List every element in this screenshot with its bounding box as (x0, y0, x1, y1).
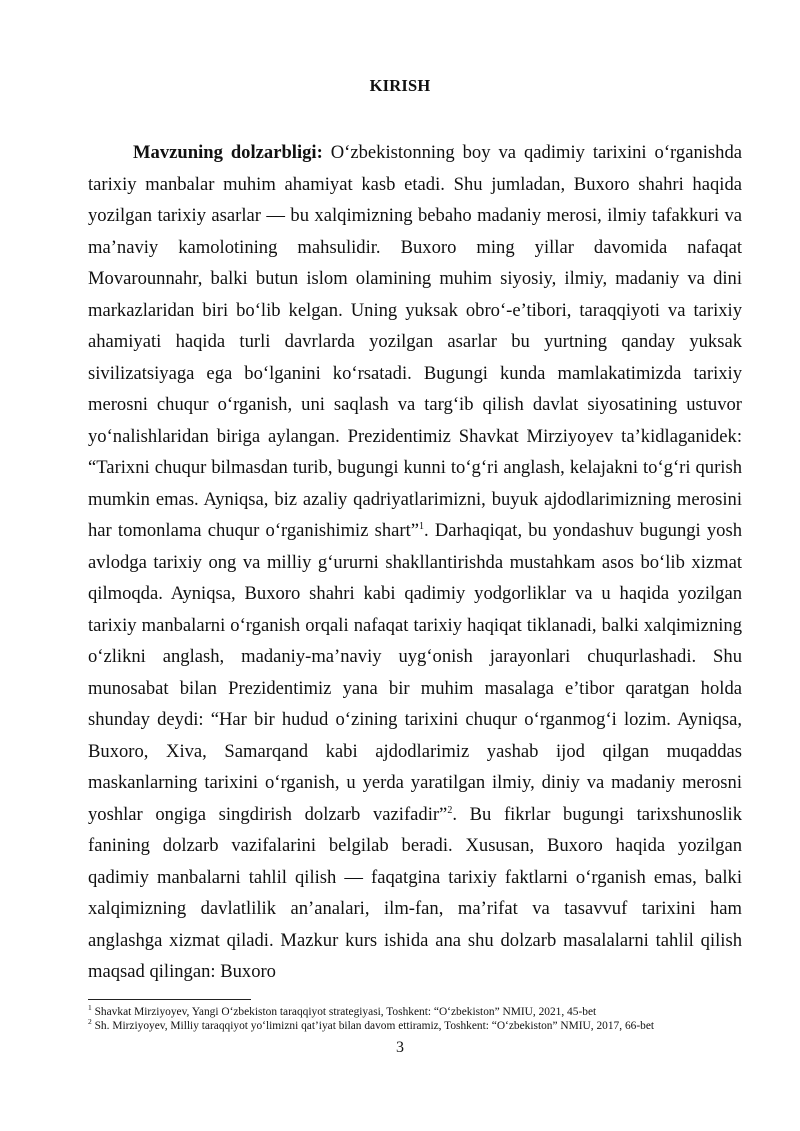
page-title: KIRISH (369, 76, 431, 95)
page-number: 3 (396, 1039, 404, 1056)
footnote-mark: 2 (88, 1017, 92, 1027)
paragraph-lead: Mavzuning dolzarbligi: (133, 142, 323, 163)
paragraph-text-1: O‘zbekistonning boy va qadimiy tarixini o‘rganishda tarixiy manbalar muhim ahamiyat kasb etadi. Shu jumladan, Buxoro shahri haqida yozilgan tarixiy asarlar — bu xalqimizning bebaho madaniy merosi, ilmiy tafakkuri va ma’naviy kamolotining mahsulidir. Buxoro ming yillar davomida nafaqat Movarounnahr, balki butun islom olamining muhim siyosiy, ilmiy, madaniy va dini markazlaridan biri bo‘lib kelgan. Uning yuksak obro‘-e’tibori, taraqqiyoti va tarixiy ahamiyati haqida turli davrlarda yozilgan asarlar bu yurtning qanday yuksak sivilizatsiyaga ega bo‘lganini ko‘rsatadi. Bugungi kunda mamlakatimizda tarixiy merosni chuqur o‘rganish, uni saqlash va targ‘ib qilish davlat siyosatining ustuvor yo‘nalishlaridan biriga aylangan. Prezidentimiz Shavkat Mirziyoyev ta’kidlaganidek: “Tarixni chuqur bilmasdan turib, bugungi kunni to‘g‘ri anglash, kelajakni to‘g‘ri qurish mumkin emas. Ayniqsa, biz azaliy qadriyatlarimizni, buyuk ajdodlarimizning merosini har tomonlama chuqur o‘rganishimiz shart” (88, 142, 742, 541)
footnote-text: Shavkat Mirziyoyev, Yangi O‘zbekiston taraqqiyot strategiyasi, Toshkent: “O‘zbekiston” NMIU, 2021, 45-bet (91, 1006, 597, 1018)
paragraph-text-2: . Darhaqiqat, bu yondashuv bugungi yosh avlodga tarixiy ong va milliy g‘ururni shakllantirishda mustahkam asos bo‘lib xizmat qilmoqda. Ayniqsa, Buxoro shahri kabi qadimiy yodgorliklar va u haqida yozilgan tarixiy manbalarni o‘rganish orqali nafaqat tarixiy haqiqat tiklanadi, balki xalqimizning o‘zlikni anglash, madaniy-ma’naviy uyg‘onish jarayonlari chuqurlashadi. Shu munosabat bilan Prezidentimiz yana bir muhim masalaga e’tibor qaratgan holda shunday deydi: “Har bir hudud o‘zining tarixini chuqur o‘rganmog‘i lozim. Ayniqsa, Buxoro, Xiva, Samarqand kabi ajdodlarimiz yashab ijod qilgan muqaddas maskanlarning tarixini o‘rganish, u yerda yaratilgan ilmiy, diniy va madaniy merosni yoshlar ongiga singdirish dolzarb vazifadir” (88, 520, 742, 825)
footnote-ref-2[interactable]: 2 (447, 804, 453, 816)
footnote-divider (88, 999, 251, 1000)
body-text (88, 137, 742, 988)
footnote-ref-1[interactable]: 1 (419, 520, 425, 532)
footnote-item (88, 1019, 748, 1033)
footnote-text: Sh. Mirziyoyev, Milliy taraqqiyot yo‘limizni qat’iyat bilan davom ettiramiz, Toshkent: “O‘zbekiston” NMIU, 2017, 66-bet (91, 1020, 655, 1032)
footnote-mark: 1 (88, 1003, 92, 1013)
footnote-item (88, 1005, 748, 1019)
footnotes (88, 1005, 748, 1033)
paragraph (88, 137, 742, 988)
paragraph-text-3: . Bu fikrlar bugungi tarixshunoslik fanining dolzarb vazifalarini belgilab beradi. Xususan, Buxoro haqida yozilgan qadimiy manbalarni tahlil qilish — faqatgina tarixiy faktlarni o‘rganish emas, balki xalqimizning davlatlilik an’analari, ilm-fan, ma’rifat va tasavvuf tarixini ham anglashga xizmat qiladi. Mazkur kurs ishida ana shu dolzarb masalalarni tahlil qilish maqsad qilingan: Buxoro (88, 803, 742, 982)
